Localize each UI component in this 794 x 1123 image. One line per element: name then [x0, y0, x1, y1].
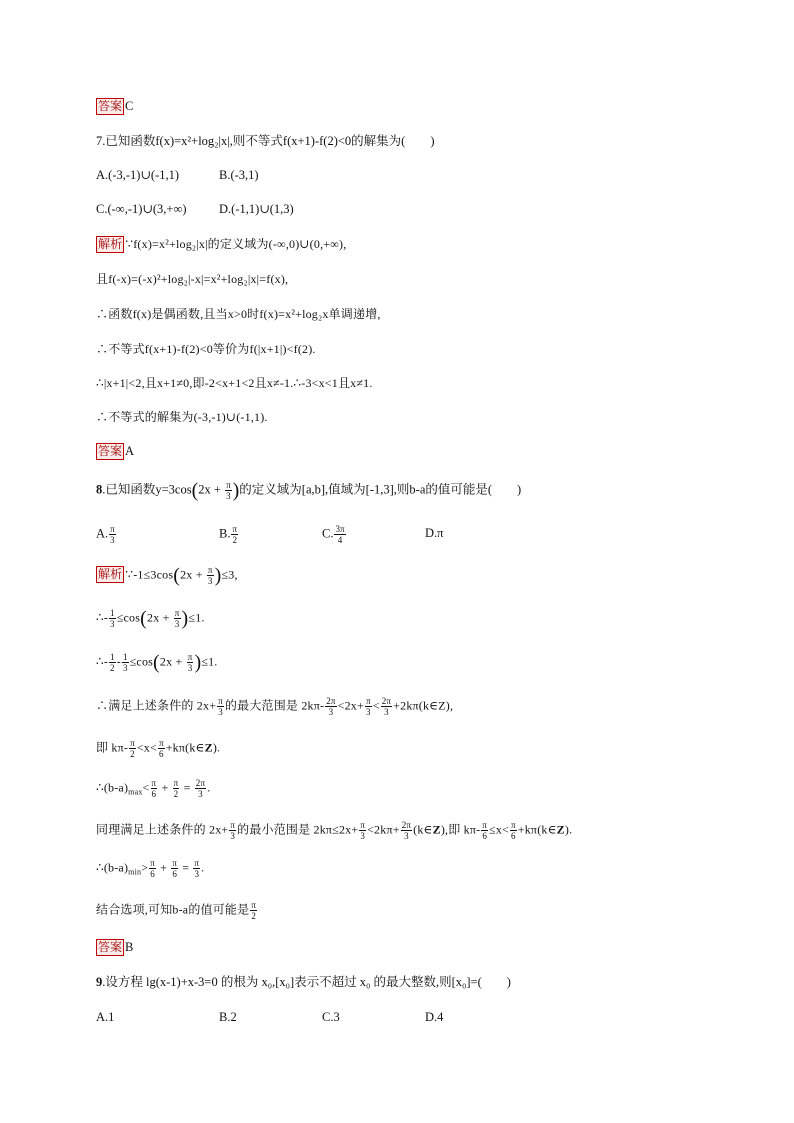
solution-7-line-3: ∴函数f(x)是偶函数,且当x>0时f(x)=x²+log₂x单调递增, [96, 307, 381, 321]
solution-8-line-5: 即 kπ- $\frac{\pi}{2}$ <x< $\frac{\pi}{6}$ +kπ(k∈Z). [96, 738, 221, 759]
option-d: D.(-1,1)∪(1,3) [219, 202, 294, 216]
question-7-stem: 7.已知函数f(x)=x²+log₂|x|,则不等式f(x+1)-f(2)<0的解集为( ) [96, 134, 435, 148]
answer-tag: 答案 [98, 444, 123, 458]
solution-8-line-6: $\therefore(b-a)_{max}<$ $\frac{\pi}{6}$ + $\frac{\pi}{2}$ = $\frac{2\pi}{3}$ . [96, 778, 211, 799]
option-c: C.(-∞,-1)∪(3,+∞) [96, 202, 187, 216]
answer-row-2 [96, 442, 134, 460]
answer-tag: 答案 [98, 99, 123, 113]
option-a: A.(-3,-1)∪(-1,1) [96, 168, 180, 182]
solution-7-line-2: 且f(-x)=(-x)²+log₂|-x|=x²+log₂|x|=f(x), [96, 272, 289, 286]
solution-tag: 解析 [98, 567, 123, 582]
answer-tag: 答案 [98, 940, 123, 954]
stem-text: .已知函数y=3cos [102, 482, 192, 497]
answer-value: C [125, 99, 134, 113]
solution-7-line-5: ∴|x+1|<2,且x+1≠0,即-2<x+1<2且x≠-1.∴-3<x<1且x≠1. [96, 376, 373, 390]
option-c: C.3 [322, 1010, 340, 1024]
question-9-stem: 9.设方程 lg(x-1)+x-3=0 的根为 x₀,[x₀]表示不超过 x₀ 的最大整数,则[x₀]=( ) [96, 975, 511, 989]
question-number: 8 [96, 482, 103, 497]
fraction: $\frac{\pi}{3}$ [226, 480, 231, 501]
option-b: B. $\frac{\pi}{2}$ [219, 524, 238, 545]
solution-8-line-3: ∴- $\frac{1}{2}$ - $\frac{1}{3}$ ≤cos(2x + $\frac{\pi}{3}$ )≤1. [96, 651, 218, 674]
cos-argument: 2x + [198, 482, 225, 497]
answer-row-3 [96, 938, 133, 956]
stem-text: 的定义域为[a,b],值域为[-1,3],则b-a的值可能是( ) [239, 482, 522, 497]
option-c: C. $\frac{3\pi}{4}$ [322, 524, 345, 545]
option-d: D.4 [425, 1010, 444, 1024]
answer-value: B [125, 940, 134, 954]
solution-8-line-1: 解析 ∵-1≤3cos(2x + $\frac{\pi}{3}$ )≤3, [98, 564, 238, 587]
question-9-options [96, 1008, 443, 1026]
solution-7-line-1 [96, 235, 346, 253]
solution-8-line-7: 同理满足上述条件的 2x+ $\frac{\pi}{3}$ 的最小范围是 2kπ≤2x+ $\frac{\pi}{3}$ <2kπ+ $\frac{2\pi}{3}$ (k∈Z),即 kπ- $\frac{\pi}{6}$ ≤x< $\frac{\pi}{6}$ +kπ(k∈Z). [96, 820, 573, 841]
solution-tag: 解析 [98, 237, 123, 251]
solution-8-line-2: ∴- $\frac{1}{3}$ ≤cos(2x + $\frac{\pi}{3}$ )≤1. [96, 607, 205, 630]
solution-text: ∵f(x)=x²+log₂|x|的定义域为(-∞,0)∪(0,+∞), [125, 237, 347, 251]
solution-8-line-4: ∴满足上述条件的 2x+ $\frac{\pi}{3}$ 的最大范围是 2kπ- $\frac{2\pi}{3}$ <2x+ $\frac{\pi}{3}$ < $\frac{2\pi}{3}$ +2kπ(k∈Z), [96, 696, 454, 717]
solution-8-line-9: 结合选项,可知b-a的值可能是 $\frac{\pi}{2}$ [96, 900, 257, 921]
solution-7-line-4: ∴不等式f(x+1)-f(2)<0等价为f(|x+1|)<f(2). [96, 342, 316, 356]
solution-7-line-6: ∴不等式的解集为(-3,-1)∪(-1,1). [96, 410, 268, 424]
option-b: B.2 [219, 1010, 237, 1024]
option-a: A.1 [96, 1010, 115, 1024]
option-d: D.π [425, 526, 444, 541]
option-b: B.(-3,1) [219, 168, 259, 182]
answer-value: A [125, 444, 135, 458]
solution-8-line-8: $\therefore(b-a)_{min}>$ $\frac{\pi}{6}$ + $\frac{\pi}{6}$ = $\frac{\pi}{3}$ . [96, 858, 205, 879]
question-8-options [96, 524, 443, 545]
question-7-options-row1 [96, 166, 259, 184]
answer-row-1 [96, 97, 133, 115]
question-8-stem: 8.已知函数y=3cos(2x + $\frac{\pi}{3}$ )的定义域为[a,b],值域为[-1,3],则b-a的值可能是( ) [96, 479, 522, 502]
question-7-options-row2 [96, 200, 294, 218]
option-a: A. $\frac{\pi}{3}$ [96, 524, 115, 545]
